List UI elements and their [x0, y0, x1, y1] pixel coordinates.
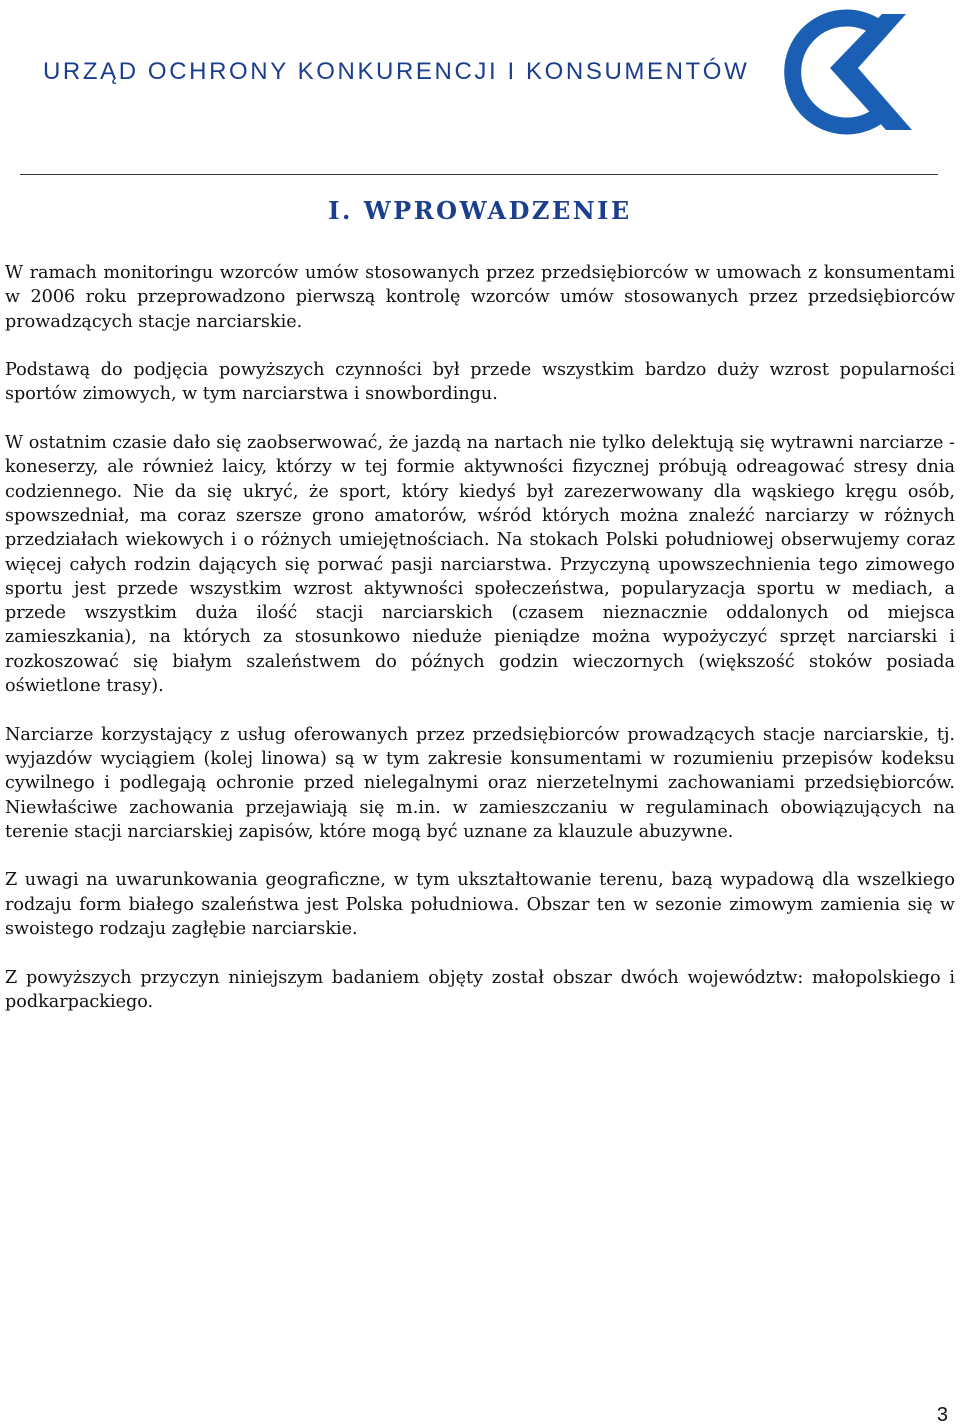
header-divider: [20, 174, 938, 175]
paragraph: W ramach monitoringu wzorców umów stosowanych przez przedsiębiorców w umowach z konsumentami w 2006 roku przeprowadzono pierwszą kontrolę wzorców umów stosowanych przez przedsiębiorców prowadzących stacje narciarskie.: [5, 263, 955, 332]
section-heading: I. WPROWADZENIE: [328, 196, 632, 225]
uokik-logo-icon: [782, 8, 916, 138]
paragraph: Podstawą do podjęcia powyższych czynności był przede wszystkim bardzo duży wzrost popularności sportów zimowych, w tym narciarstwa i snowbordingu.: [5, 360, 955, 405]
document-body: [5, 261, 955, 1039]
paragraph: Z powyższych przyczyn niniejszym badaniem objęty został obszar dwóch województw: małopolskiego i podkarpackiego.: [5, 967, 955, 1012]
institution-name: URZĄD OCHRONY KONKURENCJI I KONSUMENTÓW: [43, 58, 750, 85]
page-number: 3: [936, 1404, 948, 1426]
paragraph: Z uwagi na uwarunkowania geograficzne, w tym ukształtowanie terenu, bazą wypadową dla wszelkiego rodzaju form białego szaleństwa jest Polska południowa. Obszar ten w sezonie zimowym zamienia się w swoistego rodzaju zagłębie narciarskie.: [5, 870, 955, 940]
paragraph: Narciarze korzystający z usług oferowanych przez przedsiębiorców prowadzących stacje narciarskie, tj. wyjazdów wyciągiem (kolej linowa) są w tym zakresie konsumentami w rozumieniu przepisów kodeksu cywilnego i podlegają ochronie przed nielegalnymi oraz nierzetelnymi zachowaniami przedsiębiorców. Niewłaściwe zachowania przejawiają się m.in. w zamieszczaniu w regulaminach obowiązujących na terenie stacji narciarskiej zapisów, które mogą być uznane za klauzule abuzywne.: [5, 724, 955, 842]
paragraph: W ostatnim czasie dało się zaobserwować, że jazdą na nartach nie tylko delektują się wytrawni narciarze - koneserzy, ale również laicy, którzy w tej formie aktywności fizycznej próbują odreagować stresy dnia codziennego. Nie da się ukryć, że sport, który kiedyś był zarezerwowany dla wąskiego kręgu osób, spowszedniał, ma coraz szersze grono amatorów, wśród których można znaleźć narciarzy w różnych przedziałach wiekowych i o różnych umiejętnościach. Na stokach Polski południowej obserwujemy coraz więcej całych rodzin dających się porwać pasji narciarstwa. Przyczyną upowszechnienia tego zimowego sportu jest przede wszystkim wzrost aktywności społeczeństwa, popularyzacja sportu w mediach, a przede wszystkim duża ilość stacji narciarskich (czasem nieznacznie oddalonych od miejsca zamieszkania), na których za stosunkowo nieduże pieniądze można wypożyczyć sprzęt narciarski i rozkoszować się białym szaleństwem do późnych godzin wieczornych (większość stoków posiada oświetlone trasy).: [5, 433, 955, 697]
